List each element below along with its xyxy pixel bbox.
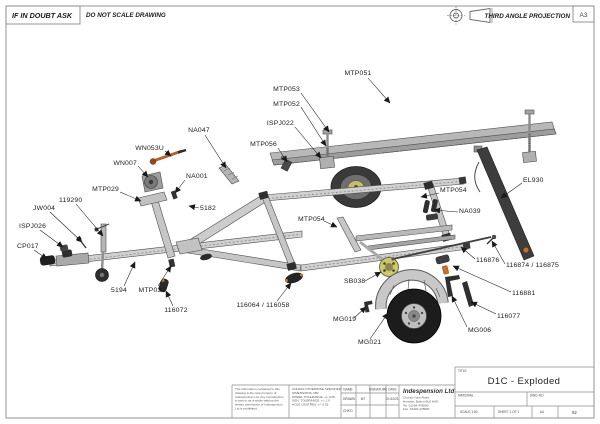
chkd-label: CHK'D xyxy=(343,409,353,413)
scale-text: SCALE 1:50 xyxy=(460,410,478,414)
part-jockey-wheel xyxy=(95,224,110,282)
part-label-MG021: MG021 xyxy=(358,339,382,346)
part-label-MTP029: MTP029 xyxy=(92,186,119,193)
part-keel-roller-large xyxy=(284,271,304,285)
leader-line-MTP051 xyxy=(368,78,390,103)
part-label-5182: 5182 xyxy=(200,205,216,212)
part-label-NA001: NA001 xyxy=(186,173,208,180)
part-lighting-board xyxy=(474,146,534,260)
leader-line-116072 xyxy=(166,291,173,306)
part-marker-lamp xyxy=(435,254,449,274)
header-right xyxy=(447,6,594,25)
exploded-drawing xyxy=(40,110,556,343)
part-coupling xyxy=(40,249,89,266)
signature-header: SIGNATURE xyxy=(368,387,388,392)
leader-line-ISPJ026 xyxy=(40,230,63,247)
drawn-date: 21/10/21 xyxy=(386,397,399,401)
leader-line-WN007 xyxy=(138,166,148,177)
part-label-MTP053: MTP053 xyxy=(273,86,300,93)
disclaimer: The information contained in this drawing is the sole property of Indespension Ltd. Any reproduction in part or as a whole without the written permission of Indespension Ltd is prohibited. xyxy=(235,387,284,411)
leader-line-MTP052 xyxy=(301,107,326,146)
part-label-WN007: WN007 xyxy=(113,160,137,167)
leader-line-CP017 xyxy=(34,250,47,259)
part-label-116077: 116077 xyxy=(497,313,521,320)
leader-line-116881 xyxy=(453,266,511,292)
part-label-MG019: MG019 xyxy=(333,316,357,323)
part-label-ISPJ022: ISPJ022 xyxy=(266,120,294,127)
no-scale-note: DO NOT SCALE DRAWING xyxy=(86,12,166,19)
header-left xyxy=(6,6,166,24)
material-label: MATERIAL xyxy=(458,393,474,398)
part-label-MTP030: MTP030 xyxy=(138,287,166,294)
part-label-ISPJ026: ISPJ026 xyxy=(19,223,47,230)
part-label-119290: 119290 xyxy=(59,197,83,204)
part-label-MTP054: MTP054 xyxy=(440,187,467,194)
part-label-116064116058: 116064 / 116058 xyxy=(236,302,290,309)
part-roller-na047 xyxy=(219,165,239,184)
name-header: NAME xyxy=(343,387,353,392)
part-label-MTP051: MTP051 xyxy=(344,70,372,77)
part-label-MTP052: MTP052 xyxy=(273,101,300,108)
date-header: DATE xyxy=(388,387,397,392)
revision-text: 02 xyxy=(572,410,577,415)
leader-line-MTP029 xyxy=(120,192,141,201)
projection-label: THIRD ANGLE PROJECTION xyxy=(484,13,570,20)
part-label-116072: 116072 xyxy=(164,307,188,314)
leader-line-5182 xyxy=(189,206,199,208)
leader-line-116077 xyxy=(471,302,496,314)
part-label-EL930: EL930 xyxy=(523,177,544,184)
lamp-lens xyxy=(523,247,528,252)
part-label-NA039: NA039 xyxy=(459,208,481,215)
part-bolt-116874 xyxy=(487,235,496,244)
part-label-5194: 5194 xyxy=(111,287,127,294)
leader-line-NA001 xyxy=(175,180,185,193)
leader-line-MTP053 xyxy=(301,93,329,132)
part-label-116881: 116881 xyxy=(512,290,536,297)
drawn-label: DRAWN xyxy=(343,397,355,401)
part-labels xyxy=(17,70,559,346)
leader-line-5194 xyxy=(124,262,135,286)
sheet-text: SHEET 1 OF 1 xyxy=(498,410,520,414)
part-winch-handle xyxy=(150,150,186,165)
part-label-NA047: NA047 xyxy=(188,127,210,134)
part-winch xyxy=(142,172,163,192)
leader-line-116064116058 xyxy=(277,283,291,301)
sheet-size: A3 xyxy=(579,12,588,19)
leader-line-119290 xyxy=(76,204,103,236)
part-label-MTP056: MTP056 xyxy=(250,141,277,148)
title-label: TITLE xyxy=(458,369,467,373)
dwg-no-label: DWG NO. xyxy=(530,393,545,398)
part-label-MG006: MG006 xyxy=(468,327,492,334)
leader-line-NA047 xyxy=(205,135,226,168)
size-text: A4 xyxy=(540,410,544,414)
part-label-CP017: CP017 xyxy=(17,243,39,250)
company-name: Indespension Ltd xyxy=(403,388,455,395)
part-road-wheel xyxy=(387,289,441,343)
part-bunk-board xyxy=(270,122,556,165)
tolerances: UNLESS OTHERWISE SPECIFIED: DIMENSIONS: MM MODEL TOLERANCE: +/- 0.25 GEN. TOLERANCE: +/- 1.0 HOLE CENTRES: +/- 0.25 xyxy=(292,387,342,407)
part-label-SB038: SB038 xyxy=(344,278,366,285)
leader-line-MTP054 xyxy=(324,221,337,227)
title-block xyxy=(232,367,594,418)
warning-text: IF IN DOUBT ASK xyxy=(12,11,73,20)
part-na001 xyxy=(171,190,178,199)
part-label-116874116875: 116874 / 116875 xyxy=(506,262,560,269)
company-address: Chorley New Road, Horwich, Bolton BL6 6HG. Tel. 01204 478000 Fax. 01204 478081 xyxy=(403,395,440,412)
part-label-116876: 116876 xyxy=(476,257,500,264)
part-label-WN053U: WN053U xyxy=(135,145,164,152)
leader-line-MG021 xyxy=(370,313,388,339)
drawing-title: D1C - Exploded xyxy=(487,376,561,387)
part-mtp030 xyxy=(168,259,175,268)
leader-line-SB038 xyxy=(365,272,381,281)
part-mg006-bracket xyxy=(445,275,460,297)
leader-line-JW004 xyxy=(50,212,82,242)
part-label-MTP054: MTP054 xyxy=(298,216,325,223)
leader-line-MG006 xyxy=(452,296,467,327)
drawn-name: MT xyxy=(360,397,366,401)
part-mg019-bracket xyxy=(364,301,373,313)
part-label-JW004: JW004 xyxy=(33,205,56,212)
part-116077 xyxy=(462,281,474,307)
